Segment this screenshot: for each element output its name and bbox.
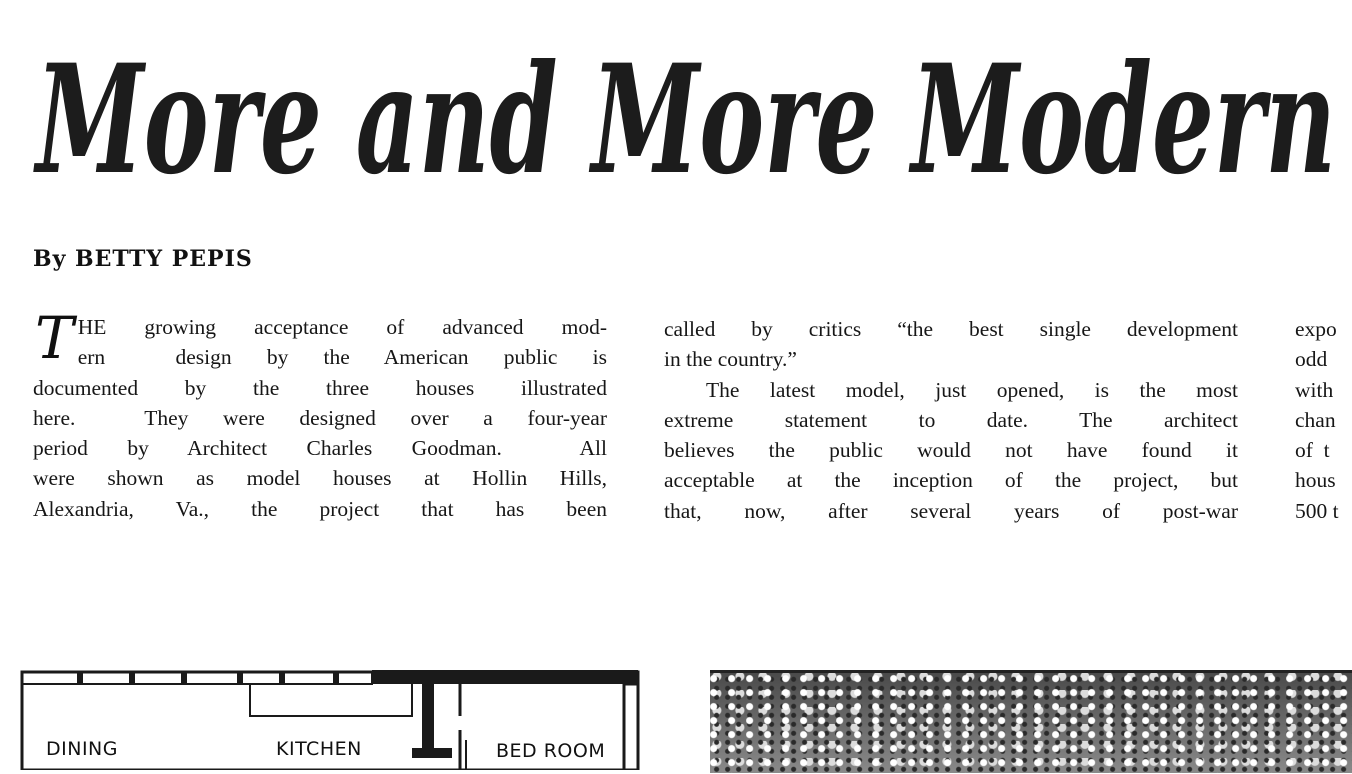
article-column-1	[33, 304, 607, 524]
column-2-line: called by critics “the best single development	[664, 317, 1238, 341]
byline: By BETTY PEPIS	[33, 246, 253, 272]
column-2-line: acceptable at the inception of the project, but	[664, 468, 1238, 493]
column-3-line: with	[1295, 377, 1334, 402]
column-2-line: believes the public would not have found it	[664, 438, 1238, 463]
column-1-line: documented by the three houses illustrated	[33, 375, 607, 400]
column-1-line: HE growing acceptance of advanced mod-	[77, 315, 607, 339]
column-3-line: 500 t	[1295, 498, 1339, 523]
column-2-line: that, now, after several years of post-war	[664, 498, 1238, 523]
column-3-line: odd	[1295, 347, 1328, 372]
column-3-line: chan	[1295, 407, 1336, 432]
column-1-line: ern design by the American public is	[77, 345, 607, 370]
headline-script	[28, 0, 1352, 215]
headline-text: More and More Modern	[32, 32, 1337, 208]
drop-cap: T	[35, 304, 74, 372]
column-3-line: hous	[1295, 468, 1336, 493]
bedroom-label: BED ROOM	[496, 740, 606, 762]
column-1-line: were shown as model houses at Hollin Hills,	[33, 466, 607, 491]
floor-plan	[20, 670, 640, 770]
column-1-line: Alexandria, Va., the project that has been	[33, 496, 607, 521]
column-3-line: expo	[1295, 317, 1337, 341]
article-column-3-cropped	[1295, 314, 1352, 526]
column-2-line: The latest model, just opened, is the most	[706, 377, 1238, 402]
article-column-2	[664, 314, 1238, 526]
column-2-line: in the country.”	[664, 347, 797, 372]
column-1-line: here. They were designed over a four-year	[33, 405, 607, 430]
column-3-line: of t	[1295, 438, 1330, 463]
headline	[28, 0, 1352, 215]
column-2-line: extreme statement to date. The architect	[664, 407, 1238, 432]
kitchen-label: KITCHEN	[276, 738, 362, 760]
dining-label: DINING	[46, 738, 118, 760]
house-photo	[710, 670, 1352, 773]
column-1-line: period by Architect Charles Goodman. All	[33, 436, 607, 461]
